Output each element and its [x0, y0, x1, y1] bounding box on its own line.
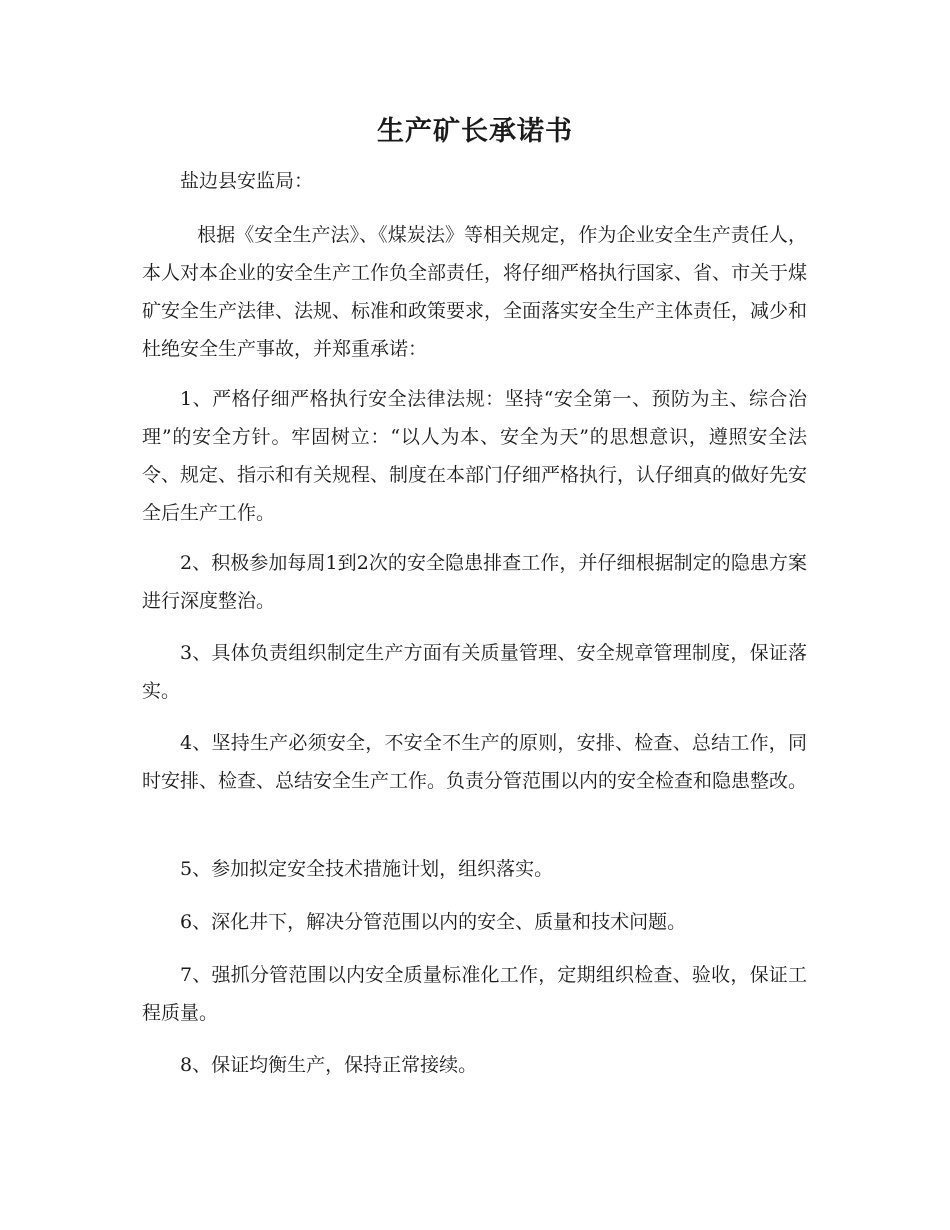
commitment-item: 6、深化井下，解决分管范围以内的安全、质量和技术问题。: [180, 911, 687, 933]
commitment-item: 5、参加拟定安全技术措施计划，组织落实。: [180, 858, 554, 880]
commitment-item: 4、坚持生产必须安全，不安全不生产的原则，安排、检查、总结工作，同时安排、检查、总结安全生产工作。负责分管范围以内的安全检查和隐患整改。: [142, 732, 808, 792]
commitment-item: 1、严格仔细严格执行安全法律法规：坚持“安全第一、预防为主、综合治理”的安全方针。牢固树立：“以人为本、安全为天”的思想意识，遵照安全法令、规定、指示和有关规程、制度在本部门仔细严格执行，认仔细真的做好先安全后生产工作。: [142, 388, 808, 524]
document-title: 生产矿长承诺书: [377, 116, 573, 147]
commitment-item: 7、强抓分管范围以内安全质量标准化工作，定期组织检查、验收，保证工程质量。: [142, 964, 807, 1024]
intro-paragraph: 根据《安全生产法》、《煤炭法》等相关规定，作为企业安全生产责任人，本人对本企业的安全生产工作负全部责任，将仔细严格执行国家、省、市关于煤矿安全生产法律、法规、标准和政策要求，全面落实安全生产主体责任，减少和杜绝安全生产事故，并郑重承诺：: [142, 224, 808, 360]
commitment-item: 2、积极参加每周1到2次的安全隐患排查工作，并仔细根据制定的隐患方案进行深度整治。: [142, 552, 807, 612]
commitment-item: 8、保证均衡生产，保持正常接续。: [180, 1054, 478, 1076]
addressee: 盐边县安监局：: [180, 170, 314, 192]
commitment-item: 3、具体负责组织制定生产方面有关质量管理、安全规章管理制度，保证落实。: [142, 642, 807, 702]
